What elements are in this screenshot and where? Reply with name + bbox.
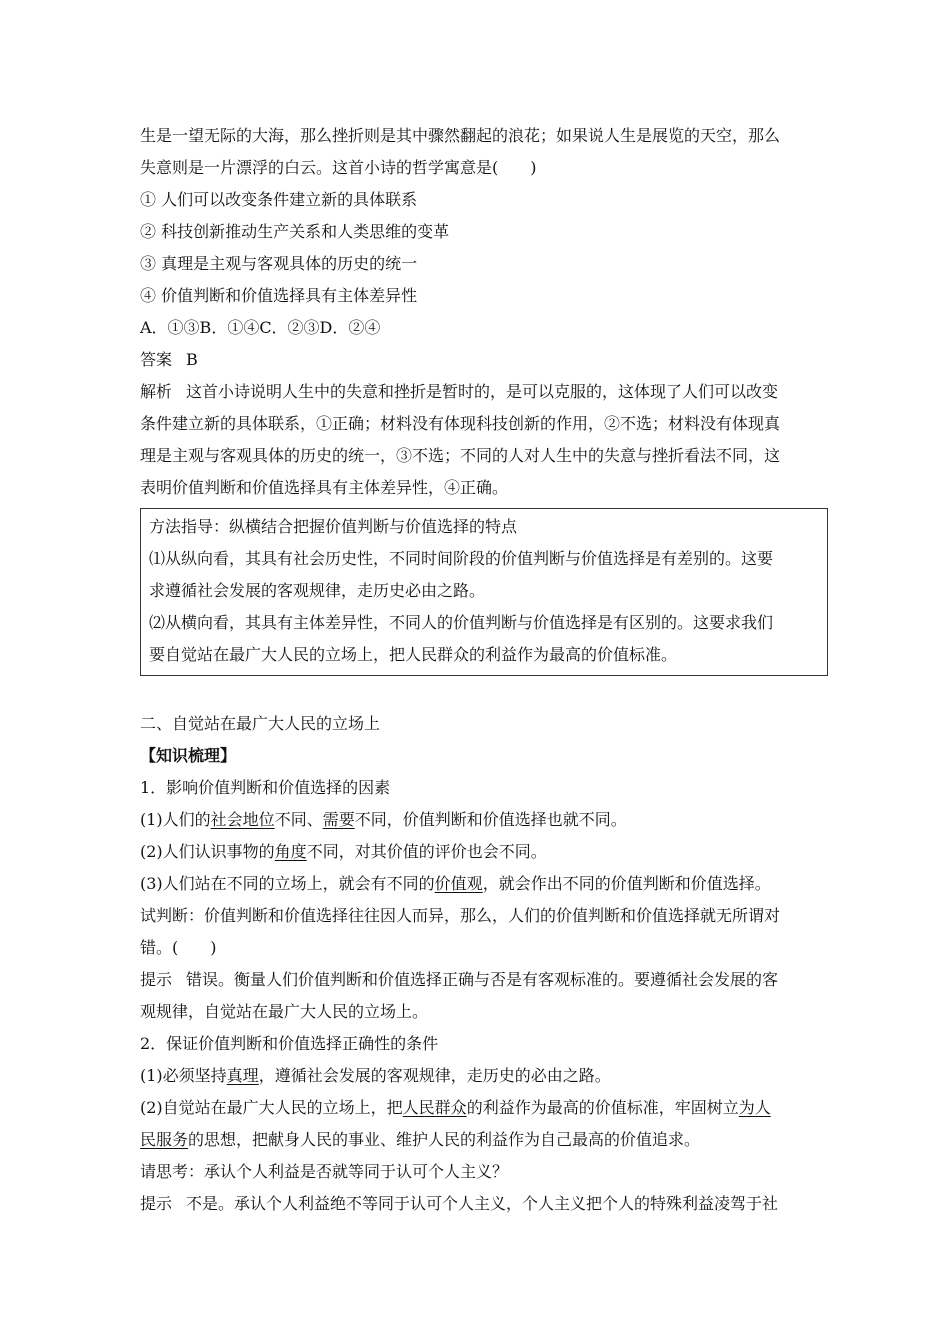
hint-text: 不是。承认个人利益绝不等同于认可个人主义，个人主义把个人的特殊利益凌驾于社 bbox=[186, 1194, 779, 1213]
text-segment: (1)人们的 bbox=[140, 810, 211, 829]
keyword-truth: 真理 bbox=[226, 1066, 259, 1085]
method-point-1-line-1: ⑴从纵向看，其具有社会历史性，不同时间阶段的价值判断与价值选择是有差别的。这要 bbox=[149, 549, 774, 568]
method-point-2-line-1: ⑵从横向看，其具有主体差异性，不同人的价值判断与价值选择是有区别的。这要求我们 bbox=[149, 613, 774, 632]
knowledge-tag: 【知识梳理】 bbox=[140, 746, 237, 765]
hint-label: 提示 bbox=[140, 1194, 173, 1213]
question-stem-line-1: 生是一望无际的大海，那么挫折则是其中骤然翻起的浪花；如果说人生是展览的天空，那么 bbox=[140, 126, 781, 145]
option-2: ② 科技创新推动生产关系和人类思维的变革 bbox=[140, 222, 450, 241]
item-1-point-2 bbox=[140, 836, 830, 868]
text-segment: (1)必须坚持 bbox=[140, 1066, 227, 1085]
method-point-2-line-2: 要自觉站在最广大人民的立场上，把人民群众的利益作为最高的价值标准。 bbox=[149, 645, 678, 664]
method-point-1-line-2: 求遵循社会发展的客观规律，走历史必由之路。 bbox=[149, 581, 486, 600]
text-segment: ，就会作出不同的价值判断和价值选择。 bbox=[482, 874, 771, 893]
item-2-point-2-line-1 bbox=[140, 1092, 830, 1124]
judge-line-1: 试判断：价值判断和价值选择往往因人而异，那么，人们的价值判断和价值选择就无所谓对 bbox=[140, 906, 781, 925]
method-guide-box bbox=[140, 508, 828, 676]
item-2-point-2-line-2 bbox=[140, 1124, 830, 1156]
option-3: ③ 真理是主观与客观具体的历史的统一 bbox=[140, 254, 418, 273]
hint-2-line-1 bbox=[140, 1188, 830, 1220]
text-segment: (3)人们站在不同的立场上，就会有不同的 bbox=[140, 874, 435, 893]
document-content bbox=[140, 120, 830, 1220]
text-segment: 的思想，把献身人民的事业、维护人民的利益作为自己最高的价值追求。 bbox=[188, 1130, 701, 1149]
answer-line bbox=[140, 344, 830, 376]
item-1-point-3 bbox=[140, 868, 830, 900]
item-1-point-1 bbox=[140, 804, 830, 836]
text-segment: 的利益作为最高的价值标准，牢固树立 bbox=[466, 1098, 739, 1117]
keyword-angle: 角度 bbox=[274, 842, 307, 861]
text-segment: 不同，对其价值的评价也会不同。 bbox=[306, 842, 547, 861]
analysis-text-1: 这首小诗说明人生中的失意和挫折是暂时的，是可以克服的，这体现了人们可以改变 bbox=[186, 382, 779, 401]
text-segment: 不同，价值判断和价值选择也就不同。 bbox=[354, 810, 627, 829]
analysis-line-3: 理是主观与客观具体的历史的统一，③不选；不同的人对人生中的失意与挫折看法不同，这 bbox=[140, 446, 781, 465]
keyword-social-status: 社会地位 bbox=[210, 810, 275, 829]
item-1-title: 1．影响价值判断和价值选择的因素 bbox=[140, 778, 391, 797]
hint-label: 提示 bbox=[140, 970, 173, 989]
keyword-serve-people-part-1: 为人 bbox=[738, 1098, 771, 1117]
keyword-needs: 需要 bbox=[322, 810, 355, 829]
answer-label: 答案 bbox=[140, 350, 173, 369]
text-segment: ，遵循社会发展的客观规律，走历史的必由之路。 bbox=[258, 1066, 611, 1085]
text-segment: (2)人们认识事物的 bbox=[140, 842, 275, 861]
section-heading: 二、自觉站在最广大人民的立场上 bbox=[140, 714, 381, 733]
hint-1-line-1 bbox=[140, 964, 830, 996]
text-segment: (2)自觉站在最广大人民的立场上，把 bbox=[140, 1098, 403, 1117]
option-1: ① 人们可以改变条件建立新的具体联系 bbox=[140, 190, 418, 209]
analysis-line-1 bbox=[140, 376, 830, 408]
judge-line-2: 错。( ) bbox=[140, 938, 217, 957]
analysis-line-2: 条件建立新的具体联系，①正确；材料没有体现科技创新的作用，②不选；材料没有体现真 bbox=[140, 414, 781, 433]
keyword-people: 人民群众 bbox=[402, 1098, 467, 1117]
method-guide-title: 方法指导：纵横结合把握价值判断与价值选择的特点 bbox=[149, 517, 518, 536]
option-4: ④ 价值判断和价值选择具有主体差异性 bbox=[140, 286, 418, 305]
item-2-title: 2．保证价值判断和价值选择正确性的条件 bbox=[140, 1034, 439, 1053]
question-stem-line-2: 失意则是一片漂浮的白云。这首小诗的哲学寓意是( ) bbox=[140, 158, 537, 177]
hint-1-line-2: 观规律，自觉站在最广大人民的立场上。 bbox=[140, 1002, 429, 1021]
item-2-point-1 bbox=[140, 1060, 830, 1092]
keyword-values: 价值观 bbox=[434, 874, 483, 893]
analysis-label: 解析 bbox=[140, 382, 173, 401]
text-segment: 不同、 bbox=[274, 810, 323, 829]
answer-choices: A．①③B．①④C．②③D．②④ bbox=[140, 318, 381, 337]
hint-text: 错误。衡量人们价值判断和价值选择正确与否是有客观标准的。要遵循社会发展的客 bbox=[186, 970, 779, 989]
keyword-serve-people-part-2: 民服务 bbox=[140, 1130, 189, 1149]
think-question: 请思考：承认个人利益是否就等同于认可个人主义？ bbox=[140, 1162, 509, 1181]
answer-value: B bbox=[186, 350, 198, 369]
analysis-line-4: 表明价值判断和价值选择具有主体差异性，④正确。 bbox=[140, 478, 509, 497]
